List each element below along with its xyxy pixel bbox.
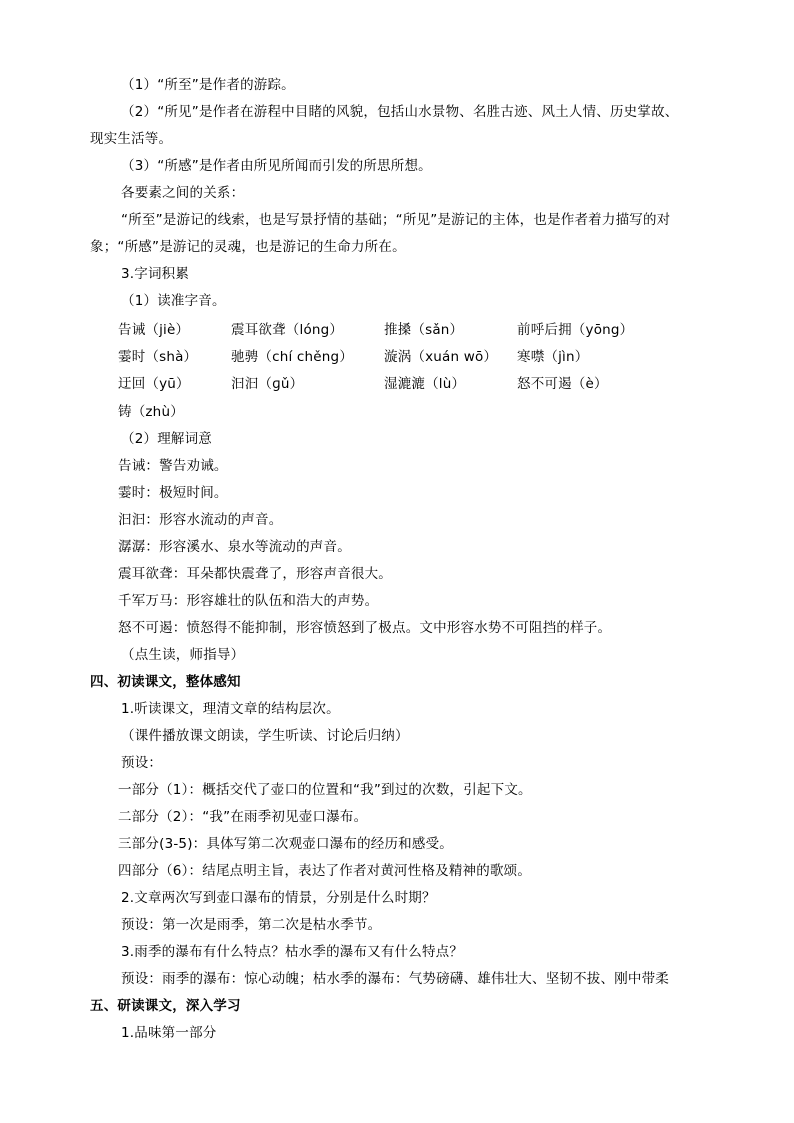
section-heading: 五、研读课文，深入学习	[90, 998, 241, 1014]
pinyin-entry: 驰骋（chí chěng）	[231, 349, 354, 365]
text-line: 1.品味第一部分	[121, 1025, 217, 1041]
text-line: （1）“所至”是作者的游踪。	[121, 77, 295, 93]
text-line: （课件播放课文朗读，学生听读、讨论后归纳）	[121, 728, 409, 744]
text-line: （点生读，师指导）	[121, 647, 245, 663]
pinyin-entry: 迂回（yū）	[118, 376, 190, 392]
text-line: 告诫：警告劝诫。	[118, 458, 228, 474]
text-line: （2）理解词意	[121, 431, 212, 447]
text-line: 各要素之间的关系：	[121, 185, 245, 201]
pinyin-entry: 震耳欲聋（lóng）	[231, 322, 344, 338]
text-line: 铸（zhù）	[118, 404, 184, 420]
text-line: 3.字词积累	[121, 266, 190, 282]
pinyin-entry: 告诫（jiè）	[118, 322, 190, 338]
text-line: （3）“所感”是作者由所见所闻而引发的所思所想。	[121, 158, 432, 174]
pinyin-entry: 汩汩（ɡǔ）	[231, 376, 304, 392]
section-heading: 四、初读课文，整体感知	[90, 674, 241, 690]
text-line: （2）“所见”是作者在游程中目睹的风貌，包括山水景物、名胜古迹、风土人情、历史掌故、	[121, 104, 679, 120]
text-line: 潺潺：形容溪水、泉水等流动的声音。	[118, 539, 351, 555]
pinyin-entry: 漩涡（xuán wō）	[384, 349, 498, 365]
pinyin-entry: 霎时（shà）	[118, 349, 198, 365]
text-line: 现实生活等。	[90, 131, 173, 147]
pinyin-entry: 寒噤（jìn）	[517, 349, 589, 365]
text-line: 3.雨季的瀑布有什么特点？枯水季的瀑布又有什么特点？	[121, 944, 464, 960]
text-line: 怒不可遏：愤怒得不能抑制，形容愤怒到了极点。文中形容水势不可阻挡的样子。	[118, 620, 612, 636]
text-line: 千军万马：形容雄壮的队伍和浩大的声势。	[118, 593, 379, 609]
pinyin-entry: 推搡（sǎn）	[384, 322, 464, 338]
text-line: 震耳欲聋：耳朵都快震聋了，形容声音很大。	[118, 566, 392, 582]
text-line: 预设：第一次是雨季，第二次是枯水季节。	[121, 917, 382, 933]
text-line: 二部分（2）：“我”在雨季初见壶口瀑布。	[118, 809, 368, 825]
text-line: 一部分（1）：概括交代了壶口的位置和“我”到过的次数，引起下文。	[118, 782, 532, 798]
text-line: 1.听读课文，理清文章的结构层次。	[121, 701, 340, 717]
text-line: 四部分（6）：结尾点明主旨，表达了作者对黄河性格及精神的歌颂。	[118, 863, 532, 879]
text-line: 象；“所感”是游记的灵魂，也是游记的生命力所在。	[90, 239, 406, 255]
pinyin-entry: 怒不可遏（è）	[517, 376, 608, 392]
text-line: 汩汩：形容水流动的声音。	[118, 512, 283, 528]
text-line: 2.文章两次写到壶口瀑布的情景，分别是什么时期？	[121, 890, 436, 906]
text-line: 三部分(3-5)：具体写第二次观壶口瀑布的经历和感受。	[118, 836, 453, 852]
text-line: 霎时：极短时间。	[118, 485, 228, 501]
text-line: “所至”是游记的线索，也是写景抒情的基础；“所见”是游记的主体，也是作者着力描写的对	[121, 212, 671, 228]
pinyin-entry: 湿漉漉（lù）	[384, 376, 466, 392]
text-line: 预设：	[121, 755, 163, 771]
text-line: （1）读准字音。	[121, 293, 226, 309]
pinyin-entry: 前呼后拥（yōng）	[517, 322, 634, 338]
text-line: 预设：雨季的瀑布：惊心动魄；枯水季的瀑布：气势磅礴、雄伟壮大、坚韧不拔、刚中带柔	[121, 971, 669, 987]
